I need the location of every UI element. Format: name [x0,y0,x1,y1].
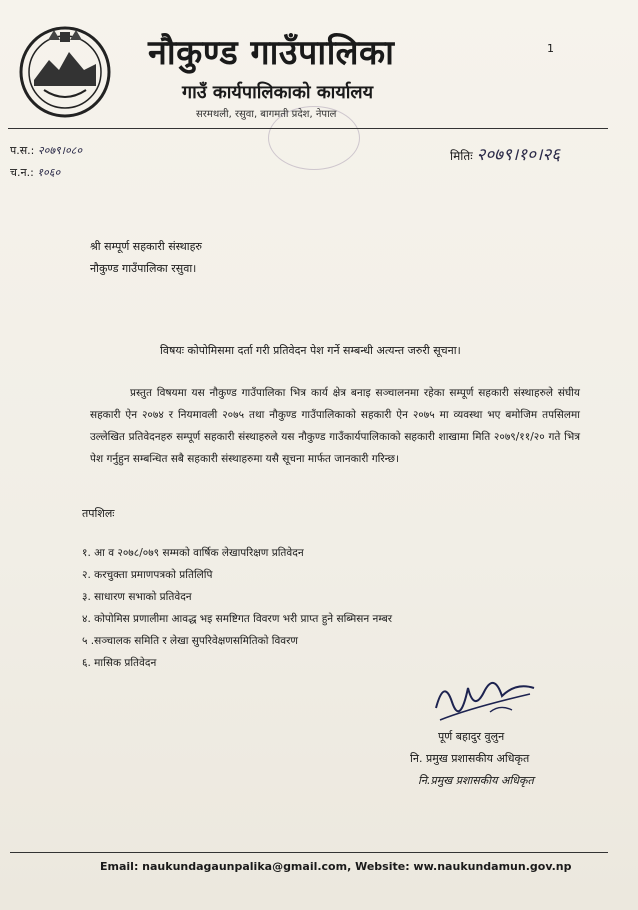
ps-value: २०७९।०८० [37,144,83,157]
date-block [450,142,560,165]
header-divider [8,128,608,129]
list-item: १. आ व २०७८/०७९ सम्मको वार्षिक लेखापरिक्षण प्रतिवेदन [82,547,304,559]
subject-line: विषयः कोपोमिसमा दर्ता गरी प्रतिवेदन पेश गर्ने सम्बन्धी अत्यन्त जरुरी सूचना। [160,344,461,357]
list-item: ६. मासिक प्रतिवेदन [82,657,157,669]
recipient-line-2: नौकुण्ड गाउँपालिका रसुवा। [90,262,197,275]
recipient-line-1: श्री सम्पूर्ण सहकारी संस्थाहरु [90,240,202,253]
tapasil-label: तपशिलः [82,507,115,520]
chn-label: च.न.: [10,166,34,179]
signature-scribble [430,668,540,728]
office-subtitle: गाउँ कार्यपालिकाको कार्यालय [182,82,374,103]
office-address: सरमथली, रसुवा, बागमती प्रदेश, नेपाल [196,109,337,120]
footer-divider [10,852,608,853]
list-item: ४. कोपोमिस प्रणालीमा आवद्ध भइ समष्टिगत विवरण भरी प्राप्त हुने सब्मिसन नम्बर [82,613,393,625]
list-item: २. करचुक्ता प्रमाणपत्रको प्रतिलिपि [82,569,213,581]
signatory-block [410,726,534,792]
municipality-title: नौकुण्ड गाउँपालिका [148,33,395,73]
date-value: २०७९।१०।२६ [476,145,561,165]
list-item: ३. साधारण सभाको प्रतिवेदन [82,591,192,603]
requirements-list [82,542,392,674]
body-paragraph: प्रस्तुत विषयमा यस नौकुण्ड गाउँपालिका भित्र कार्य क्षेत्र बनाइ सञ्चालनमा रहेका सम्पूर्ण सहकारी संस्थाहरुले संघीय सहकारी ऐन २०७४ र नियमावली २०७५ तथा नौकुण्ड गाउँपालिकाको सहकारी ऐन २०७५ मा व्यवस्था भए बमोजिम तपसिलमा उल्लेखित प्रतिवेदनहरु सम्पूर्ण सहकारी संस्थाहरुले यस नौकुण्ड गाउँकार्यपालिकाको सहकारी शाखामा मिति २०७९/११/२० गते भित्र पेश गर्नुहुन सम्बन्धित सबै सहकारी संस्थाहरुमा यसै सूचना मार्फत जानकारी गरिन्छ। [90,387,580,465]
reference-block [10,140,82,184]
chn-value: १०६० [37,166,61,179]
date-label: मितिः [450,149,473,163]
list-item: ५ .सञ्चालक समिति र लेखा सुपरिवेक्षणसमितिको विवरण [82,635,299,647]
signatory-designation: नि. प्रमुख प्रशासकीय अधिकृत [410,752,530,765]
ps-label: प.स.: [10,144,35,157]
signatory-designation-stamp: नि.प्रमुख प्रशासकीय अधिकृत [418,774,534,787]
office-stamp [268,106,360,170]
recipient-block [90,236,202,280]
municipality-emblem-icon [14,20,116,120]
signatory-name: पूर्ण बहादुर वुलुन [438,730,505,743]
page-marker: 1 [547,42,554,55]
footer-contact: Email: naukundagaunpalika@gmail.com, Website: ww.naukundamun.gov.np [100,860,572,873]
